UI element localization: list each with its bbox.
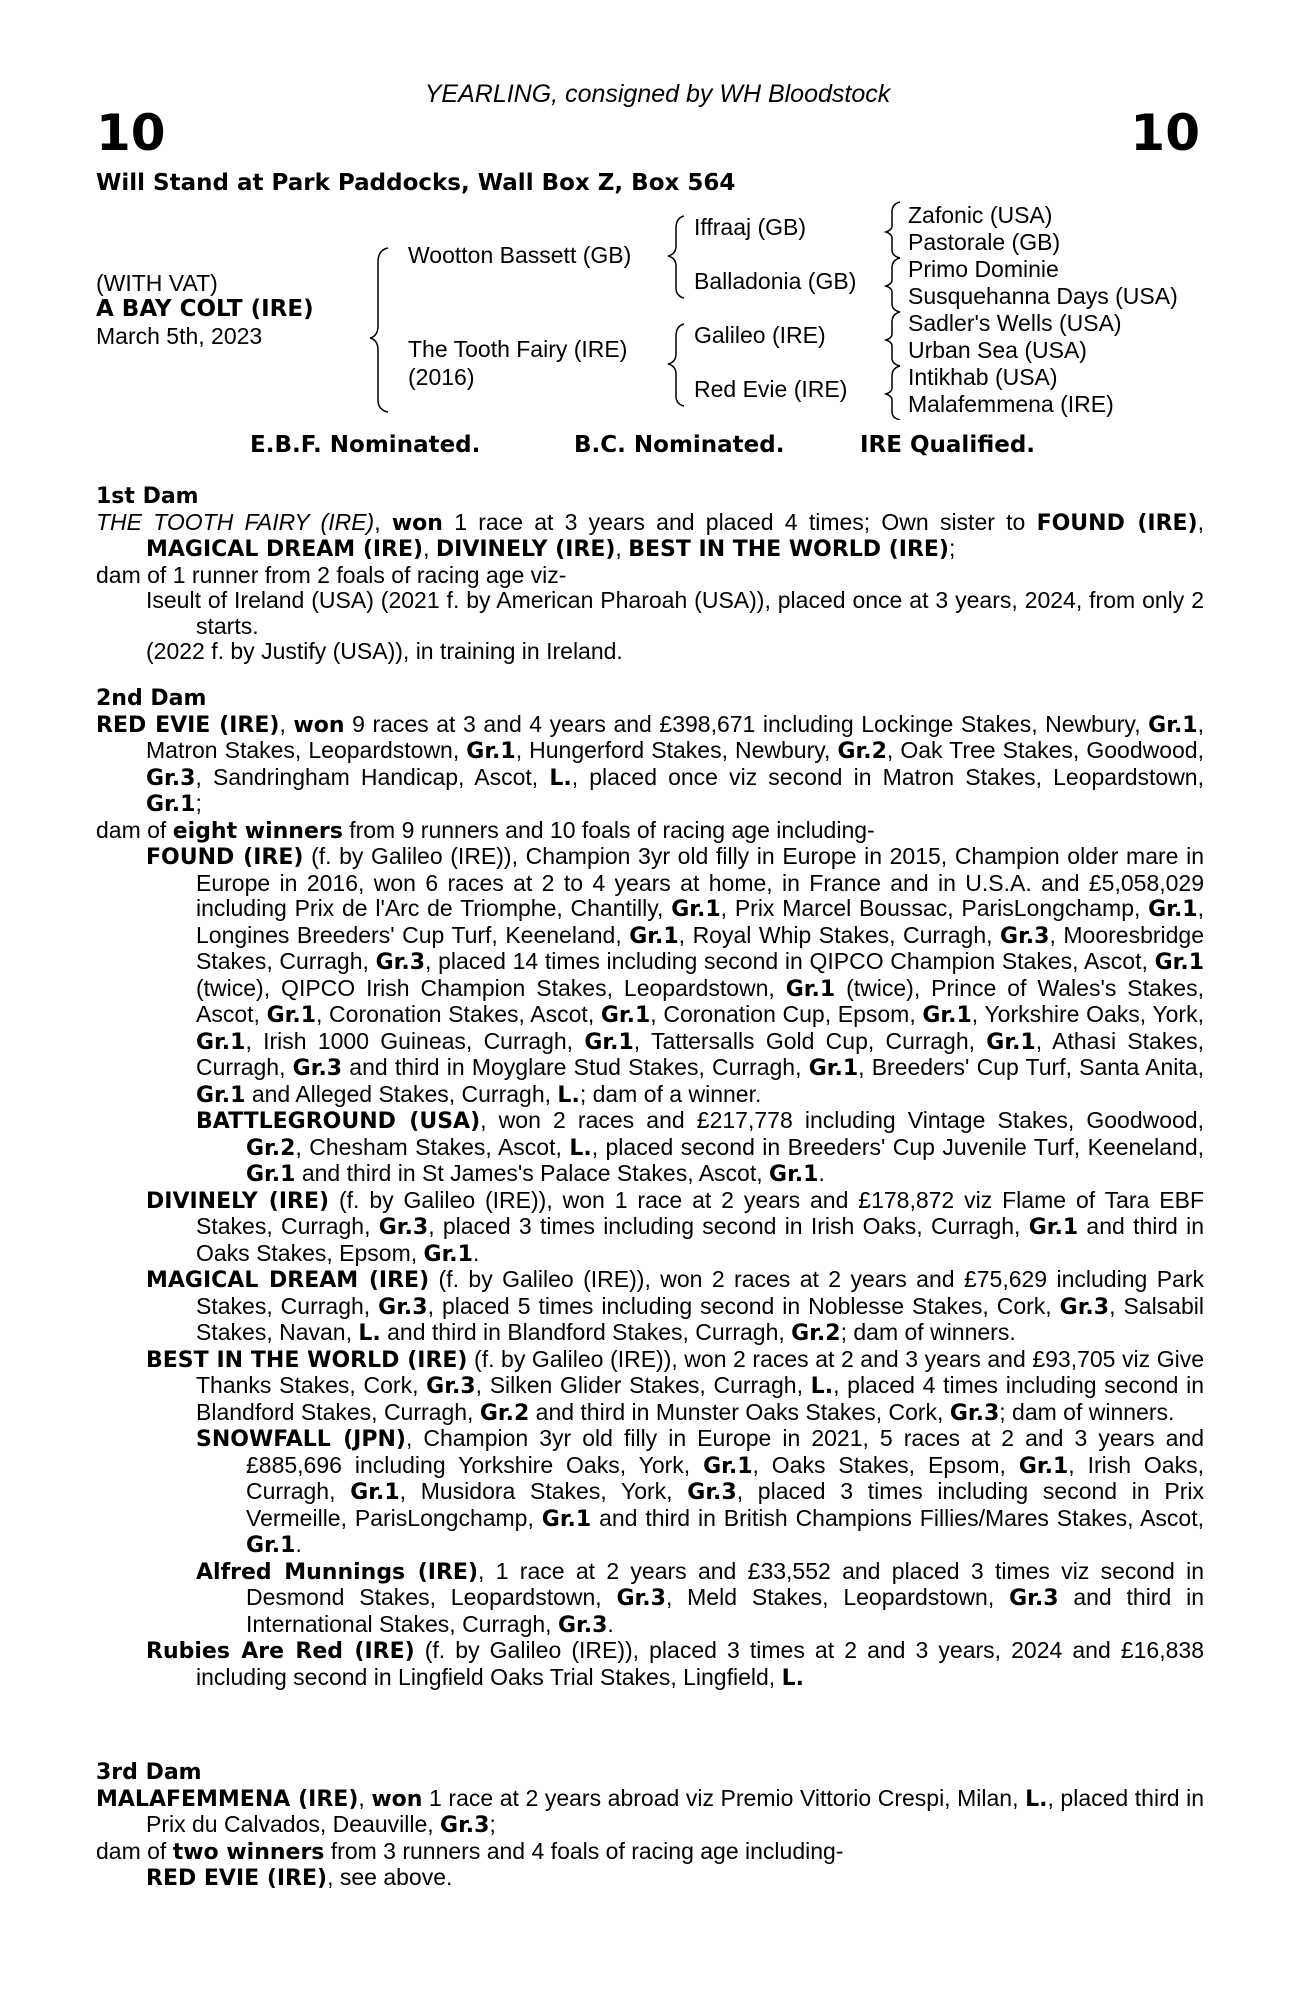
sire: Wootton Bassett (GB): [408, 242, 632, 268]
first-dam-record: THE TOOTH FAIRY (IRE), won 1 race at 3 years and placed 4 times; Own sister to FOUND (IRE), MAGICAL DREAM (IRE), DIVINELY (IRE), BEST IN THE WORLD (IRE);: [96, 508, 1204, 562]
pedigree-g2: Pastorale (GB): [908, 229, 1061, 255]
dam: The Tooth Fairy (IRE): [408, 336, 628, 362]
first-dam-produce-intro: dam of 1 runner from 2 foals of racing age viz-: [96, 561, 567, 588]
dam-sire: Galileo (IRE): [694, 322, 826, 348]
first-dam-title: 1st Dam: [96, 484, 199, 509]
second-dam-title: 2nd Dam: [96, 686, 207, 711]
third-dam-produce-intro: dam of two winners from 3 runners and 4 foals of racing age including-: [96, 1837, 844, 1865]
ebf-nomination: E.B.F. Nominated.: [250, 432, 481, 458]
third-dam-section: [96, 1760, 1204, 1892]
lot-number-left: 10: [96, 104, 166, 162]
bc-nomination: B.C. Nominated.: [574, 432, 785, 458]
pedigree-g3: Primo Dominie: [908, 256, 1059, 282]
vat-note: (WITH VAT): [96, 270, 218, 296]
catalogue-subtitle: YEARLING, consigned by WH Bloodstock: [424, 80, 891, 108]
second-dam-record: RED EVIE (IRE), won 9 races at 3 and 4 years and £398,671 including Lockinge Stakes, Newbury, Gr.1, Matron Stakes, Leopardstown, Gr.1, Hungerford Stakes, Newbury, Gr.2, Oak Tree Stakes, Goodwood, Gr.3, Sandringham Handicap, Ascot, L., placed once viz second in Matron Stakes, Leopardstown, Gr.1;: [96, 710, 1204, 817]
dam-dam: Red Evie (IRE): [694, 376, 848, 402]
pedigree-g1: Zafonic (USA): [908, 202, 1053, 228]
first-dam-section: [96, 484, 1204, 665]
third-dam-record: MALAFEMMENA (IRE), won 1 race at 2 years abroad viz Premio Vittorio Crespi, Milan, L., placed third in Prix du Calvados, Deauville, Gr.3;: [96, 1784, 1205, 1838]
sire-sire: Iffraaj (GB): [694, 214, 807, 240]
pedigree-g4: Susquehanna Days (USA): [908, 283, 1178, 309]
pedigree-g8: Malafemmena (IRE): [908, 391, 1114, 417]
produce-magical-dream: MAGICAL DREAM (IRE) (f. by Galileo (IRE)), won 2 races at 2 years and £75,629 including Park Stakes, Curragh, Gr.3, placed 5 times including second in Noblesse Stakes, Cork, Gr.3, Salsabil Stakes, Navan, L. and third in Blandford Stakes, Curragh, Gr.2; dam of winners.: [146, 1266, 1204, 1346]
produce-alfred-munnings: Alfred Munnings (IRE), 1 race at 2 years and £33,552 and placed 3 times viz second in Desmond Stakes, Leopardstown, Gr.3, Meld Stakes, Leopardstown, Gr.3 and third in International Stakes, Curragh, Gr.3.: [196, 1557, 1204, 1638]
horse-name: A BAY COLT (IRE): [96, 296, 314, 322]
first-dam-produce-2: (2022 f. by Justify (USA)), in training in Ireland.: [146, 638, 623, 664]
dam-year: (2016): [408, 364, 475, 390]
stand-location: Will Stand at Park Paddocks, Wall Box Z, Box 564: [96, 170, 736, 196]
ire-qualification: IRE Qualified.: [860, 432, 1036, 458]
pedigree-g5: Sadler's Wells (USA): [908, 310, 1122, 336]
second-dam-produce-intro: dam of eight winners from 9 runners and 10 foals of racing age including-: [96, 816, 875, 844]
produce-snowfall: SNOWFALL (JPN), Champion 3yr old filly in Europe in 2021, 5 races at 2 and 3 years and £885,696 including Yorkshire Oaks, York, Gr.1, Oaks Stakes, Epsom, Gr.1, Irish Oaks, Curragh, Gr.1, Musidora Stakes, York, Gr.3, placed 3 times including second in Prix Vermeille, ParisLongchamp, Gr.1 and third in British Champions Fillies/Mares Stakes, Ascot, Gr.1.: [196, 1425, 1205, 1558]
first-dam-produce-1: Iseult of Ireland (USA) (2021 f. by American Pharoah (USA)), placed once at 3 years, 2024, from only 2 starts.: [146, 587, 1204, 639]
produce-divinely: DIVINELY (IRE) (f. by Galileo (IRE)), won 1 race at 2 years and £178,872 viz Flame of Tara EBF Stakes, Curragh, Gr.3, placed 3 times including second in Irish Oaks, Curragh, Gr.1 and third in Oaks Stakes, Epsom, Gr.1.: [146, 1186, 1205, 1267]
produce-best-in-the-world: BEST IN THE WORLD (IRE) (f. by Galileo (IRE)), won 2 races at 2 and 3 years and £93,705 viz Give Thanks Stakes, Cork, Gr.3, Silken Glider Stakes, Curragh, L., placed 4 times including second in Blandford Stakes, Curragh, Gr.2 and third in Munster Oaks Stakes, Cork, Gr.3; dam of winners.: [146, 1345, 1205, 1426]
pedigree-g6: Urban Sea (USA): [908, 337, 1087, 363]
produce-rubies-are-red: Rubies Are Red (IRE) (f. by Galileo (IRE)), placed 3 times at 2 and 3 years, 2024 and £16,838 including second in Lingfield Oaks Trial Stakes, Lingfield, L.: [146, 1637, 1204, 1691]
third-dam-title: 3rd Dam: [96, 1760, 202, 1785]
sire-dam: Balladonia (GB): [694, 268, 857, 294]
lot-number-right: 10: [1130, 104, 1200, 162]
produce-battleground: BATTLEGROUND (USA), won 2 races and £217,778 including Vintage Stakes, Goodwood, Gr.2, Chesham Stakes, Ascot, L., placed second in Breeders' Cup Juvenile Turf, Keeneland, Gr.1 and third in St James's Palace Stakes, Ascot, Gr.1.: [196, 1107, 1205, 1187]
pedigree-brackets: [0, 0, 1315, 420]
produce-red-evie: RED EVIE (IRE), see above.: [146, 1864, 453, 1891]
pedigree-g7: Intikhab (USA): [908, 364, 1058, 390]
foaling-date: March 5th, 2023: [96, 323, 263, 349]
second-dam-section: [96, 686, 1204, 1691]
produce-found: FOUND (IRE) (f. by Galileo (IRE)), Champion 3yr old filly in Europe in 2015, Champion older mare in Europe in 2016, won 6 races at 2 to 4 years at home, in France and in U.S.A. and £5,058,029 including Prix de l'Arc de Triomphe, Chantilly, Gr.1, Prix Marcel Boussac, ParisLongchamp, Gr.1, Longines Breeders' Cup Turf, Keeneland, Gr.1, Royal Whip Stakes, Curragh, Gr.3, Mooresbridge Stakes, Curragh, Gr.3, placed 14 times including second in QIPCO Champion Stakes, Ascot, Gr.1 (twice), QIPCO Irish Champion Stakes, Leopardstown, Gr.1 (twice), Prince of Wales's Stakes, Ascot, Gr.1, Coronation Stakes, Ascot, Gr.1, Coronation Cup, Epsom, Gr.1, Yorkshire Oaks, York, Gr.1, Irish 1000 Guineas, Curragh, Gr.1, Tattersalls Gold Cup, Curragh, Gr.1, Athasi Stakes, Curragh, Gr.3 and third in Moyglare Stud Stakes, Curragh, Gr.1, Breeders' Cup Turf, Santa Anita, Gr.1 and Alleged Stakes, Curragh, L.; dam of a winner.: [146, 843, 1205, 1108]
